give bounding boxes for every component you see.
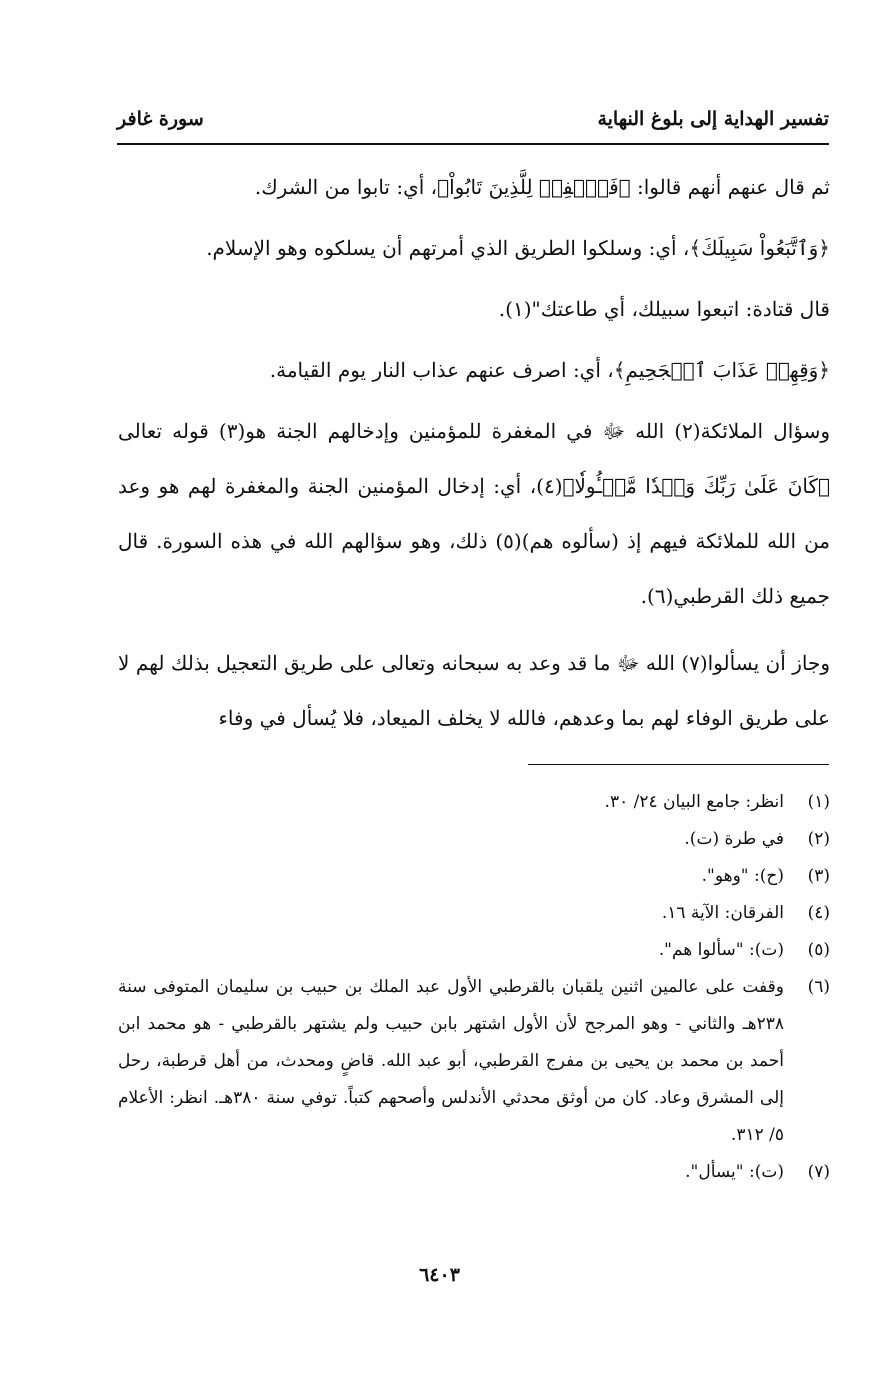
footnote-number: (١) — [807, 792, 830, 812]
paragraph: وجاز أن يسألوا(٧) الله ﷻ ما قد وعد به سبحانه وتعالى على طريق التعجيل بذلك لهم لا على طريق الوفاء لهم بما وعدهم، فالله لا يخلف الميعاد، فلا يُسأل في وفاء — [118, 651, 830, 730]
footnote-text: (ح): "وهو". — [701, 866, 784, 886]
footnote — [118, 969, 830, 1154]
paragraph: قال قتادة: اتبعوا سبيلك، أي طاعتك"(١). — [498, 297, 830, 321]
footnote-number: (٦) — [807, 977, 830, 997]
footnotes — [118, 784, 830, 1191]
footnote-text: وقفت على عالمين اثنين يلقبان بالقرطبي الأول عبد الملك بن حبيب بن سليمان المتوفى سنة ٢٣٨هـ والثاني - وهو المرجح لأن الأول اشتهر بابن حبيب ولم يشتهر بالقرطبي - هو محمد ابن أحمد بن محمد بن يحيى بن مفرج القرطبي، أبو عبد الله. قاضٍ ومحدث، من أهل قرطبة، رحل إلى المشرق وعاد. كان من أوثق محدثي الأندلس وأصحهم كتباً. توفي سنة ٣٨٠هـ. انظر: الأعلام ٥/ ٣١٢. — [118, 977, 784, 1145]
main-text — [118, 160, 830, 746]
surah-name: سورة غافر — [117, 108, 204, 130]
footnote-text: (ت): "سألوا هم". — [658, 940, 784, 960]
paragraph: ثم قال عنهم أنهم قالوا: ﴿فَٱغۡفِرۡ لِلَّذِينَ تَابُواْ﴾، أي: تابوا من الشرك. — [254, 175, 830, 199]
footnote — [118, 858, 830, 895]
paragraph: ﴿وَٱتَّبَعُواْ سَبِيلَكَ﴾، أي: وسلكوا الطريق الذي أمرتهم أن يسلكوه وهو الإسلام. — [206, 236, 830, 260]
footnote-text: (ت): "يسأل". — [685, 1162, 784, 1182]
footnote-separator — [528, 764, 829, 765]
footnote-number: (٤) — [807, 903, 830, 923]
paragraph: وسؤال الملائكة(٢) الله ﷻ في المغفرة للمؤمنين وإدخالهم الجنة هو(٣) قوله تعالى ﴿كَانَ عَلَىٰ رَبِّكَ وَعۡدٗا مَّسۡـُٔولٗا﴾(٤)، أي: إدخال المؤمنين الجنة والمغفرة لهم هو وعد من الله للملائكة فيهم إذ (سألوه هم)(٥) ذلك، وهو سؤالهم الله في هذه السورة. قال جميع ذلك القرطبي(٦). — [118, 419, 831, 608]
footnote — [118, 784, 830, 821]
footnote-text: انظر: جامع البيان ٢٤/ ٣٠. — [604, 792, 784, 812]
footnote-number: (٧) — [807, 1162, 830, 1182]
footnote — [118, 895, 830, 932]
footnote — [118, 821, 830, 858]
footnote-number: (٥) — [807, 940, 830, 960]
footnote-text: الفرقان: الآية ١٦. — [661, 903, 784, 923]
header-rule — [117, 143, 829, 145]
footnote — [118, 1154, 830, 1191]
footnote-number: (٣) — [807, 866, 830, 886]
paragraph: ﴿وَقِهِمۡ عَذَابَ ٱلۡجَحِيمِ﴾، أي: اصرف عنهم عذاب النار يوم القيامة. — [269, 358, 830, 382]
footnote-number: (٢) — [807, 829, 830, 849]
footnote-text: في طرة (ت). — [684, 829, 784, 849]
footnote — [118, 932, 830, 969]
page-number: ٦٤٠٣ — [419, 1264, 460, 1286]
book-title: تفسير الهداية إلى بلوغ النهاية — [597, 108, 829, 130]
running-header — [117, 108, 829, 138]
